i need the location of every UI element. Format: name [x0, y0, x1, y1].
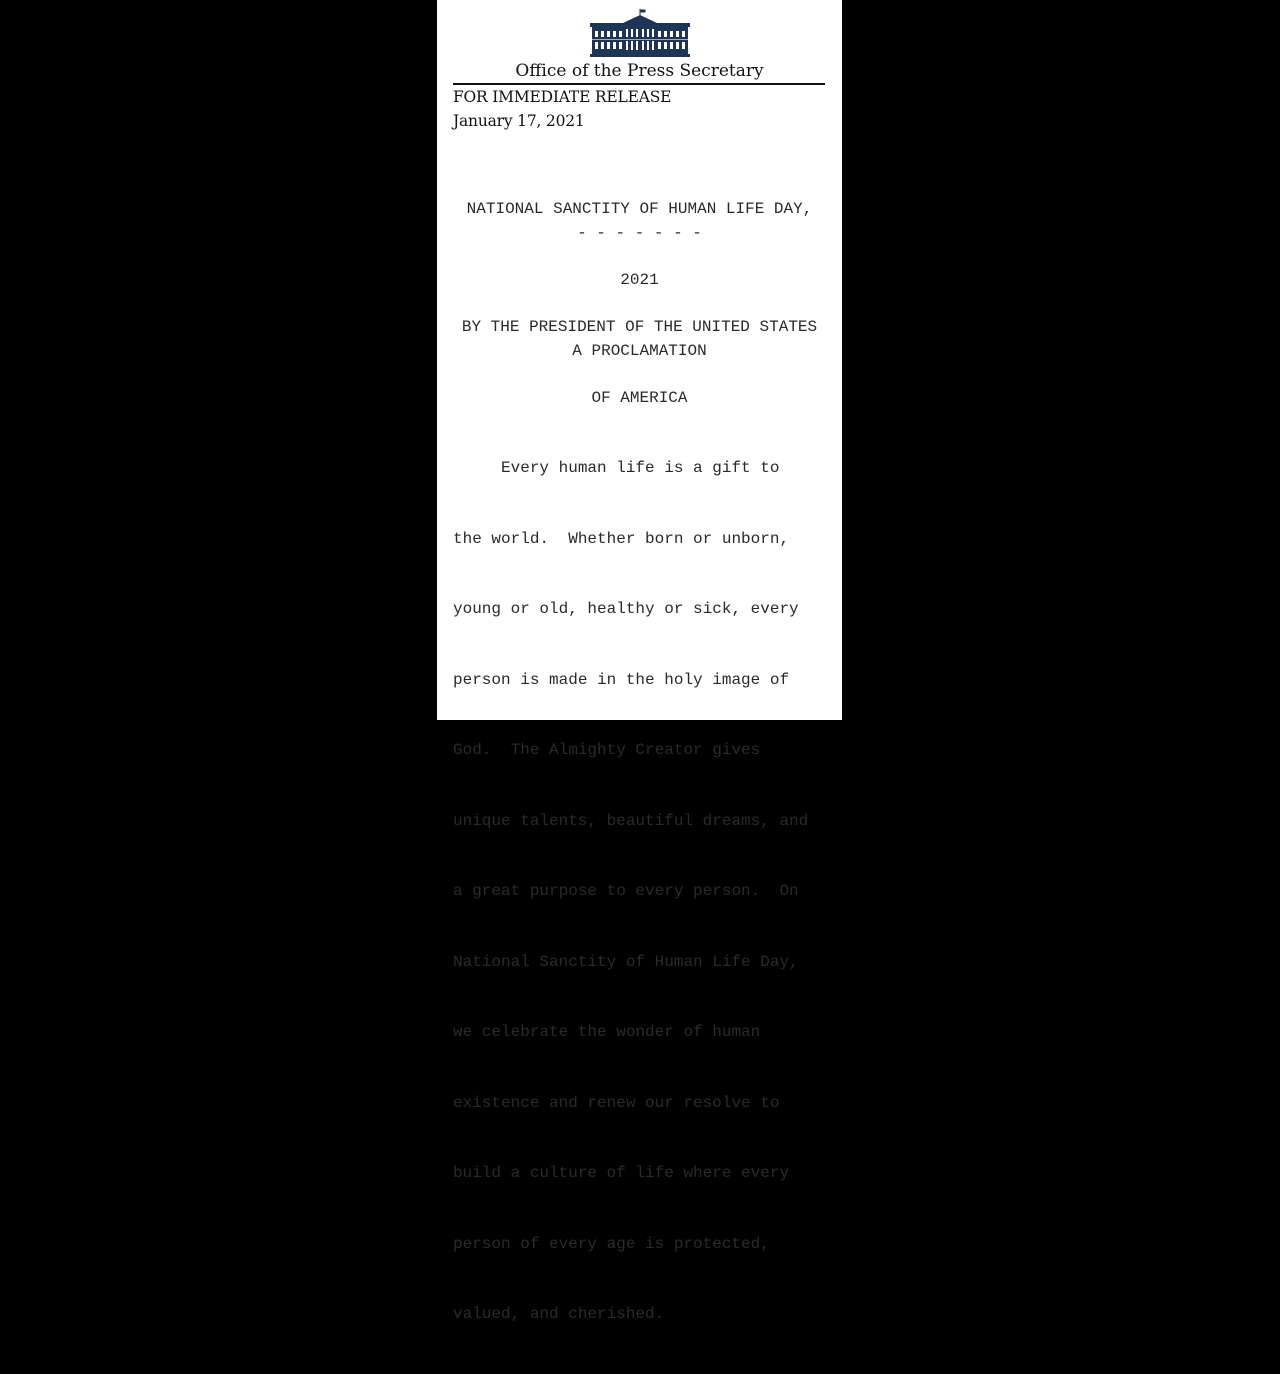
body-line: the world. Whether born or unborn,	[453, 529, 790, 548]
release-date: January 17, 2021	[453, 112, 585, 130]
release-label: FOR IMMEDIATE RELEASE	[453, 88, 672, 106]
body-line: young or old, healthy or sick, every	[453, 600, 799, 618]
body-line: unique talents, beautiful dreams, and	[453, 811, 809, 830]
body-line: build a culture of life where every	[453, 1164, 790, 1182]
issuer-line-text: BY THE PRESIDENT OF THE UNITED STATES	[461, 318, 818, 336]
section-separator: - - - - - - -	[577, 224, 702, 242]
proclamation-title-line: NATIONAL SANCTITY OF HUMAN LIFE DAY,	[466, 200, 813, 218]
proclamation-body	[453, 410, 833, 1374]
body-line: God. The Almighty Creator gives	[453, 741, 761, 759]
office-title: Office of the Press Secretary	[515, 61, 764, 81]
body-line: Every human life is a gift to	[453, 459, 780, 477]
proclamation-title-line: 2021	[620, 270, 659, 289]
body-line: a great purpose to every person. On	[453, 882, 799, 900]
body-line: valued, and cherished.	[453, 1305, 665, 1323]
header-divider	[453, 83, 825, 85]
body-line: National Sanctity of Human Life Day,	[453, 952, 799, 971]
body-line: person of every age is protected,	[453, 1234, 770, 1253]
body-line: existence and renew our resolve to	[453, 1093, 780, 1112]
press-release-document	[437, 0, 842, 1323]
white-house-logo-icon	[590, 9, 690, 57]
proclamation-heading: A PROCLAMATION	[572, 342, 707, 360]
body-line: we celebrate the wonder of human	[453, 1023, 761, 1041]
issuer-line-text: OF AMERICA	[591, 388, 688, 407]
body-line: person is made in the holy image of	[453, 670, 790, 689]
